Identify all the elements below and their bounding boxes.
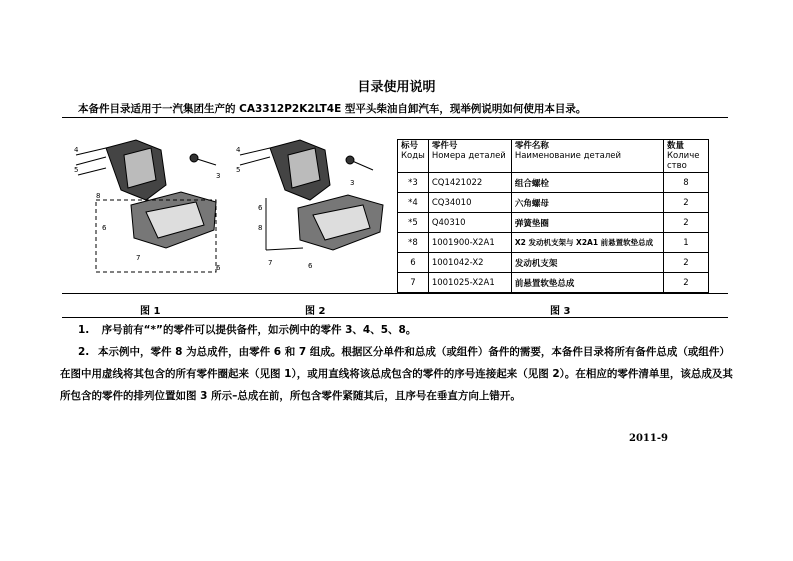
row-index: *4	[398, 193, 429, 213]
row-part-name: 组合螺栓	[511, 173, 663, 193]
row-quantity: 2	[664, 273, 709, 293]
header-index: 标号 Коды	[398, 140, 429, 173]
note-1-text: 序号前有“*”的零件可以提供备件，如示例中的零件 3、4、5、8。	[101, 324, 417, 336]
fig2-label-5: 5	[236, 166, 241, 174]
note-2	[60, 341, 736, 407]
row-index: *3	[398, 173, 429, 193]
fig1-label-6a: 6	[102, 224, 107, 232]
row-part-number: 1001042-X2	[428, 253, 511, 273]
fig2-label-8: 8	[258, 224, 263, 232]
page-title: 目录使用说明	[357, 80, 436, 95]
row-part-number: CQ34010	[428, 193, 511, 213]
row-part-number: CQ1421022	[428, 173, 511, 193]
header-part-number: 零件号 Номера деталей	[428, 140, 511, 173]
row-quantity: 1	[664, 233, 709, 253]
row-index: *8	[398, 233, 429, 253]
top-divider	[62, 117, 728, 118]
row-part-name: 弹簧垫圈	[511, 213, 663, 233]
table-row	[398, 273, 709, 293]
row-quantity: 2	[664, 193, 709, 213]
figure-1-caption: 图 1	[140, 306, 161, 317]
figure-2-illustration	[228, 130, 398, 280]
row-part-number: 1001025-X2A1	[428, 273, 511, 293]
row-quantity: 8	[664, 173, 709, 193]
row-quantity: 2	[664, 253, 709, 273]
row-index: 7	[398, 273, 429, 293]
intro-text: 本备件目录适用于一汽集团生产的 CA3312P2K2LT4E 型平头柴油自卸汽车，现举例说明如何使用本目录。	[78, 103, 587, 115]
figure-divider	[62, 293, 728, 294]
fig1-label-3: 3	[216, 172, 221, 180]
row-part-number: Q40310	[428, 213, 511, 233]
date-stamp: 2011-9	[629, 433, 668, 444]
table-row	[398, 173, 709, 193]
row-part-name: 发动机支架	[511, 253, 663, 273]
note-1	[60, 319, 736, 341]
table-row	[398, 253, 709, 273]
header-part-name: 零件名称 Наименование деталей	[511, 140, 663, 173]
fig2-label-6b: 6	[308, 262, 313, 270]
row-part-name: X2 发动机支架与 X2A1 前悬置软垫总成	[511, 233, 663, 253]
table-row	[398, 233, 709, 253]
fig2-label-3: 3	[350, 179, 355, 187]
fig2-label-4: 4	[236, 146, 241, 154]
row-part-name: 前悬置软垫总成	[511, 273, 663, 293]
note-2-number: 2.	[78, 346, 90, 358]
fig1-label-5: 5	[74, 166, 79, 174]
table-row	[398, 213, 709, 233]
row-quantity: 2	[664, 213, 709, 233]
fig1-label-7: 7	[136, 254, 141, 262]
fig1-label-6b: 6	[216, 264, 221, 272]
fig2-label-7: 7	[268, 259, 273, 267]
fig1-label-4: 4	[74, 146, 79, 154]
header-quantity: 数量 Количе ство	[664, 140, 709, 173]
fig1-label-8: 8	[96, 192, 101, 200]
table-row	[398, 193, 709, 213]
note-1-number: 1.	[78, 324, 90, 336]
caption-divider	[62, 317, 728, 318]
figure-1-illustration	[66, 130, 236, 280]
table-header-row	[398, 140, 709, 173]
note-2-text: 本示例中，零件 8 为总成件，由零件 6 和 7 组成。根据区分单件和总成（或组件）备件的需要，本备件目录将所有备件总成（或组件）在图中用虚线将其包含的所有零件圈起来（见图 1），或用直线将该总成包含的零件的序号连接起来（见图 2）。在相应的零件清单里，该总成及其所包含的零件的排列位置如图 3 所示–总成在前，所包含零件紧随其后，且序号在垂直方向上错开。	[60, 346, 733, 402]
figure-2-caption: 图 2	[305, 306, 326, 317]
figure-3-caption: 图 3	[550, 306, 571, 317]
row-index: 6	[398, 253, 429, 273]
parts-table	[397, 139, 709, 293]
row-part-number: 1001900-X2A1	[428, 233, 511, 253]
fig2-label-6a: 6	[258, 204, 263, 212]
row-index: *5	[398, 213, 429, 233]
row-part-name: 六角螺母	[511, 193, 663, 213]
